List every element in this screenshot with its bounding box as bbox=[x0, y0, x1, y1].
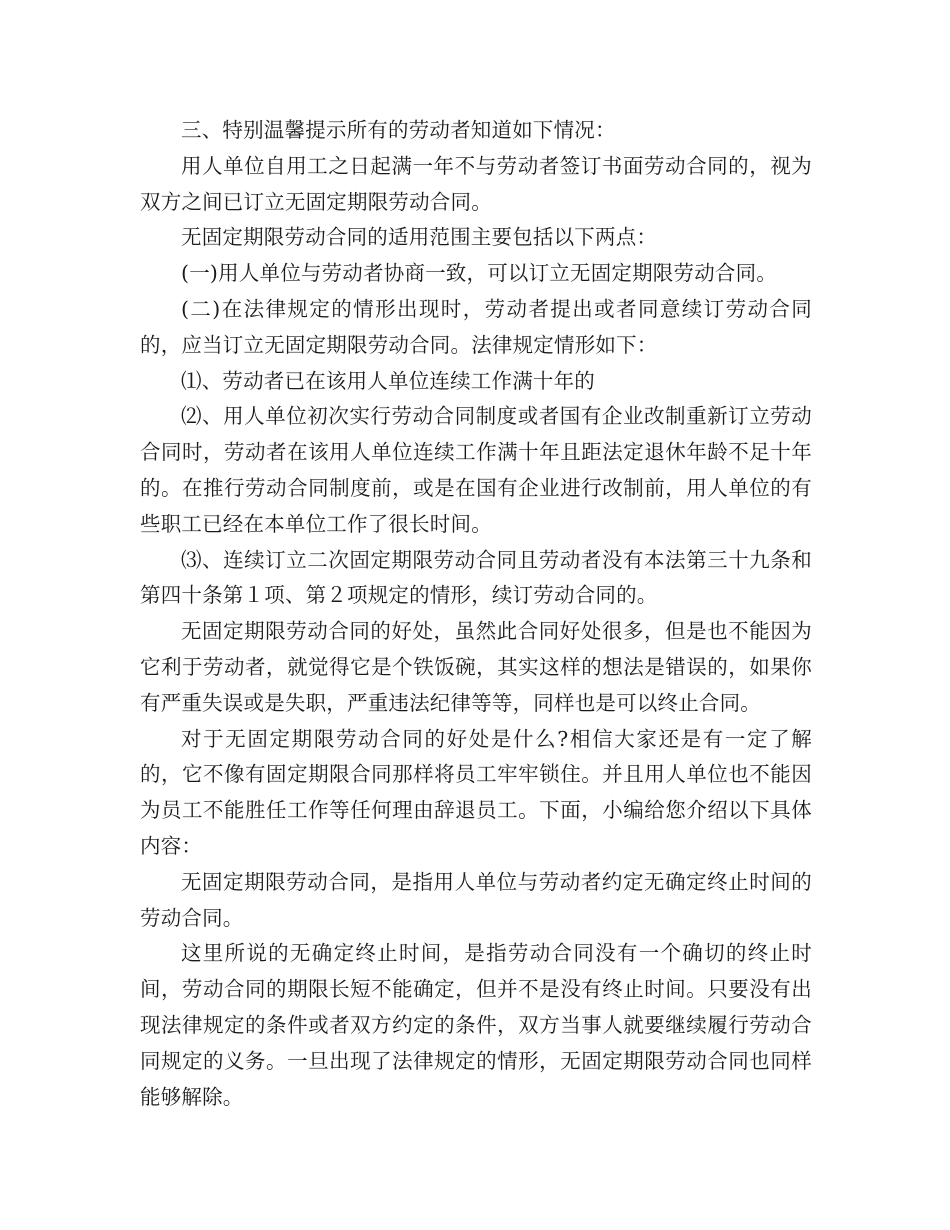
document-body bbox=[140, 113, 812, 1115]
paragraph-benefits: 无固定期限劳动合同的好处，虽然此合同好处很多，但是也不能因为它利于劳动者，就觉得它是个铁饭碗，其实这样的想法是错误的，如果你有严重失误或是失职，严重违法纪律等等，同样也是可以终止合同。 bbox=[140, 619, 812, 715]
paragraph-legal-case-3: ⑶、连续订立二次固定期限劳动合同且劳动者没有本法第三十九条和第四十条第１项、第２项规定的情形，续订劳动合同的。 bbox=[140, 547, 812, 608]
paragraph-scope-item-1: (一)用人单位与劳动者协商一致，可以订立无固定期限劳动合同。 bbox=[181, 261, 777, 286]
paragraph-scope-item-2: (二)在法律规定的情形出现时，劳动者提出或者同意续订劳动合同的，应当订立无固定期限劳动合同。法律规定情形如下： bbox=[140, 296, 812, 357]
paragraph-benefits-question: 对于无固定期限劳动合同的好处是什么?相信大家还是有一定了解的，它不像有固定期限合同那样将员工牢牢锁住。并且用人单位也不能因为员工不能胜任工作等任何理由辞退员工。下面，小编给您介绍以下具体内容： bbox=[140, 726, 812, 858]
paragraph-termination-explanation: 这里所说的无确定终止时间，是指劳动合同没有一个确切的终止时间，劳动合同的期限长短不能确定，但并不是没有终止时间。只要没有出现法律规定的条件或者双方约定的条件，双方当事人就要继续履行劳动合同规定的义务。一旦出现了法律规定的情形，无固定期限劳动合同也同样能够解除。 bbox=[140, 941, 812, 1109]
paragraph-legal-case-2: ⑵、用人单位初次实行劳动合同制度或者国有企业改制重新订立劳动合同时，劳动者在该用人单位连续工作满十年且距法定退休年龄不足十年的。在推行劳动合同制度前，或是在国有企业进行改制前，用人单位的有些职工已经在本单位工作了很长时间。 bbox=[140, 404, 812, 536]
paragraph-legal-case-1: ⑴、劳动者已在该用人单位连续工作满十年的 bbox=[181, 368, 595, 393]
paragraph-definition: 无固定期限劳动合同，是指用人单位与劳动者约定无确定终止时间的劳动合同。 bbox=[140, 869, 812, 930]
paragraph-one-year-rule: 用人单位自用工之日起满一年不与劳动者签订书面劳动合同的，视为双方之间已订立无固定期限劳动合同。 bbox=[140, 153, 812, 214]
paragraph-scope-intro: 无固定期限劳动合同的适用范围主要包括以下两点： bbox=[181, 225, 658, 250]
paragraph-notice-heading: 三、特别温馨提示所有的劳动者知道如下情况： bbox=[181, 118, 616, 142]
